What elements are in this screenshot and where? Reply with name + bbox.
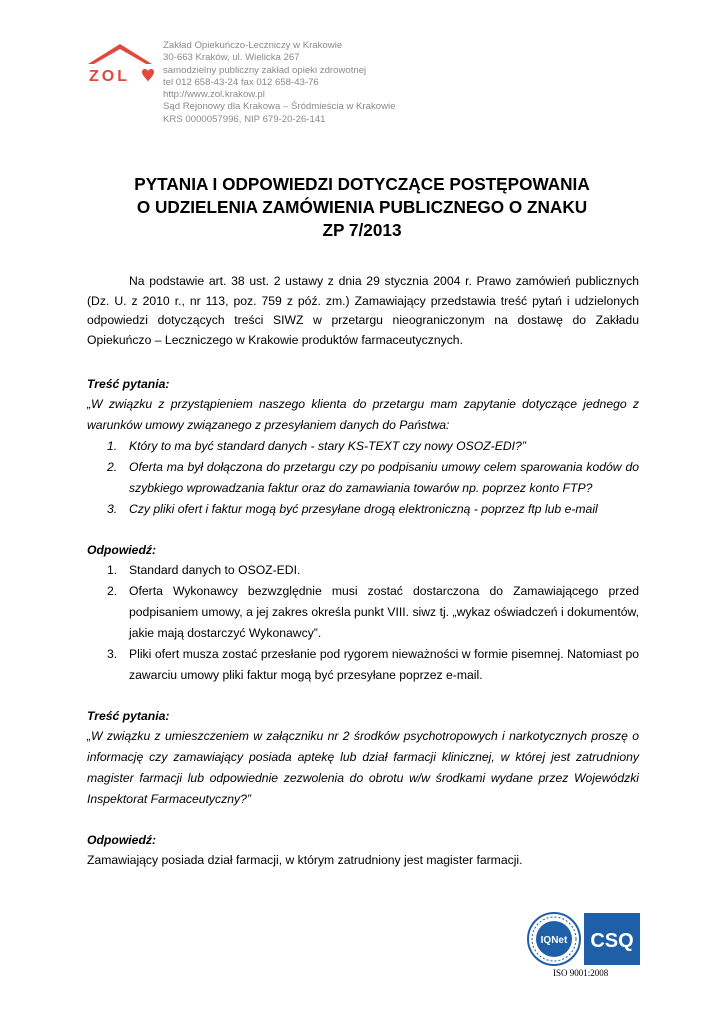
iso-label: ISO 9001:2008: [553, 968, 609, 978]
question-list: [87, 436, 639, 520]
org-line-phone: tel 012 658-43-24 fax 012 658-43-76: [163, 76, 319, 88]
title-line: O UDZIELENIA ZAMÓWIENIA PUBLICZNEGO O ZNAKU: [136, 197, 588, 217]
list-text: Pliki ofert musza zostać przesłanie pod rygorem nieważności w formie pisemnej. Natomiast po zawarciu umowy pliki faktur mogą być przesyłane poprzez e-mail.: [129, 647, 639, 682]
list-item: [87, 499, 639, 520]
letterhead: [84, 38, 644, 130]
answer-list: [87, 560, 639, 686]
question-text: „W związku z przystąpieniem naszego klienta do przetargu mam zapytanie dotyczące jednego z warunków umowy związanego z przesyłaniem danych do Państwa:: [87, 397, 639, 432]
list-number: 2.: [107, 460, 118, 474]
list-item: [87, 560, 639, 581]
answer-text: Zamawiający posiada dział farmacji, w którym zatrudniony jest magister farmacji.: [87, 853, 523, 867]
list-number: 1.: [107, 563, 118, 577]
iqnet-seal-icon: [528, 913, 580, 965]
document-body: [87, 272, 639, 871]
list-text: Który to ma być standard danych - stary KS-TEXT czy nowy OSOZ-EDI?”: [129, 439, 526, 453]
seal-text: IQNet: [540, 935, 568, 946]
document-title: [60, 173, 664, 242]
list-number: 3.: [107, 647, 118, 661]
question-text: „W związku z umieszczeniem w załączniku nr 2 środków psychotropowych i narkotycznych proszę o informację czy zamawiający posiada aptekę lub dział farmacji klinicznej, w której jest zatrudniony magister farmacji lub odpowiednie zezwolenia do obrotu w/w środkami wydane przez Wojewódzki Inspektorat Farmaceutyczny?”: [87, 729, 639, 806]
list-text: Standard danych to OSOZ-EDI.: [129, 563, 301, 577]
list-text: Oferta Wykonawcy bezwzględnie musi zostać dostarczona do Zamawiającego przed podpisaniem umowy, a jej zakres określa punkt VIII. siwz tj. „wykaz oświadczeń i dokumentów, jakie mają dostarczyć Wykonawcy”.: [129, 584, 639, 640]
question-heading: Treść pytania:: [87, 377, 170, 391]
csq-logo-icon: [584, 913, 640, 965]
intro-paragraph: Na podstawie art. 38 ust. 2 ustawy z dnia 29 stycznia 2004 r. Prawo zamówień publicznych (Dz. U. z 2010 r., nr 113, poz. 759 z póź. zm.) Zamawiający przedstawia treść pytań i udzielonych odpowiedzi dotyczących treści SIWZ w przetargu nieograniczonym na dostawę do Zakładu Opiekuńczo – Leczniczego w Krakowie produktów farmaceutycznych.: [87, 274, 639, 347]
org-line-address: 30-663 Kraków, ul. Wielicka 267: [163, 52, 300, 64]
list-number: 2.: [107, 584, 118, 598]
zol-logo: [84, 42, 156, 86]
org-line-status: samodzielny publiczny zakład opieki zdrowotnej: [163, 64, 367, 76]
title-line: ZP 7/2013: [322, 220, 402, 240]
org-line-name: Zakład Opiekuńczo-Leczniczy w Krakowie: [163, 40, 343, 51]
org-line-website: http://www.zol.krakow.pl: [163, 89, 265, 101]
list-item: [87, 457, 639, 499]
list-number: 3.: [107, 502, 118, 516]
list-item: [87, 644, 639, 686]
answer-heading: Odpowiedź:: [87, 543, 157, 557]
list-number: 1.: [107, 439, 118, 453]
organization-info: [163, 40, 396, 126]
list-item: [87, 436, 639, 457]
list-item: [87, 581, 639, 644]
list-text: Czy pliki ofert i faktur mogą być przesyłane drogą elektroniczną - poprzez ftp lub e-mail: [129, 502, 598, 516]
logo-text: ZOL: [89, 68, 130, 85]
org-line-krs: KRS 0000057996, NIP 679-20-26-141: [163, 113, 326, 125]
answer-heading: Odpowiedź:: [87, 833, 157, 847]
csq-text: CSQ: [590, 930, 634, 952]
question-heading: Treść pytania:: [87, 709, 170, 723]
org-line-court: Sąd Rejonowy dla Krakowa – Śródmieścia w Krakowie: [163, 101, 396, 113]
title-line: PYTANIA I ODPOWIEDZI DOTYCZĄCE POSTĘPOWANIA: [134, 174, 590, 194]
list-text: Oferta ma był dołączona do przetargu czy po podpisaniu umowy celem sparowania kodów do szybkiego wprowadzania faktur oraz do zamawiania towarów np. poprzez konto FTP?: [129, 460, 639, 495]
